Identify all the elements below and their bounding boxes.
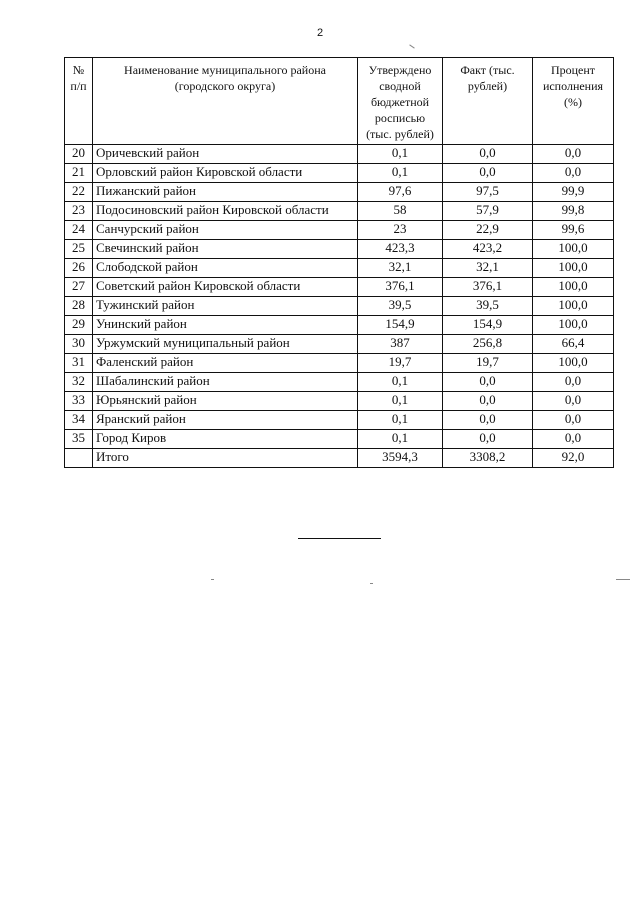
- table-body: [65, 145, 614, 468]
- row-approved: 32,1: [358, 259, 443, 278]
- row-approved: 0,1: [358, 373, 443, 392]
- row-num: 26: [65, 259, 93, 278]
- row-fact: 19,7: [443, 354, 533, 373]
- row-num: 30: [65, 335, 93, 354]
- row-fact: 32,1: [443, 259, 533, 278]
- row-fact: 0,0: [443, 392, 533, 411]
- row-approved: 19,7: [358, 354, 443, 373]
- row-percent: 99,8: [533, 202, 614, 221]
- header-num: № п/п: [65, 58, 93, 145]
- row-num: 23: [65, 202, 93, 221]
- row-fact: 376,1: [443, 278, 533, 297]
- row-fact: 423,2: [443, 240, 533, 259]
- row-num: 20: [65, 145, 93, 164]
- header-fact: Факт (тыс. рублей): [443, 58, 533, 145]
- row-approved: 97,6: [358, 183, 443, 202]
- row-fact: 0,0: [443, 430, 533, 449]
- row-approved: 0,1: [358, 145, 443, 164]
- row-approved: 0,1: [358, 392, 443, 411]
- row-fact: 22,9: [443, 221, 533, 240]
- header-name: Наименование муниципального района (городского округа): [93, 58, 358, 145]
- row-percent: 100,0: [533, 354, 614, 373]
- row-percent: 100,0: [533, 278, 614, 297]
- total-fact: 3308,2: [443, 449, 533, 468]
- total-label: Итого: [93, 449, 358, 468]
- row-name: Санчурский район: [93, 221, 358, 240]
- row-fact: 39,5: [443, 297, 533, 316]
- table-row: [65, 392, 614, 411]
- row-percent: 0,0: [533, 373, 614, 392]
- row-percent: 0,0: [533, 164, 614, 183]
- row-num: 29: [65, 316, 93, 335]
- row-name: Шабалинский район: [93, 373, 358, 392]
- table-row: [65, 221, 614, 240]
- table-row: [65, 373, 614, 392]
- row-percent: 100,0: [533, 259, 614, 278]
- row-num: 27: [65, 278, 93, 297]
- header-percent: Процент исполнения (%): [533, 58, 614, 145]
- table-header-row: [65, 58, 614, 145]
- row-name: Свечинский район: [93, 240, 358, 259]
- row-num: 32: [65, 373, 93, 392]
- row-approved: 154,9: [358, 316, 443, 335]
- row-num: 33: [65, 392, 93, 411]
- total-row: [65, 449, 614, 468]
- row-name: Орловский район Кировской области: [93, 164, 358, 183]
- row-name: Слободской район: [93, 259, 358, 278]
- row-num: 28: [65, 297, 93, 316]
- table-row: [65, 164, 614, 183]
- table-row: [65, 202, 614, 221]
- row-name: Советский район Кировской области: [93, 278, 358, 297]
- row-fact: 0,0: [443, 373, 533, 392]
- row-approved: 423,3: [358, 240, 443, 259]
- row-fact: 57,9: [443, 202, 533, 221]
- row-fact: 0,0: [443, 145, 533, 164]
- row-name: Яранский район: [93, 411, 358, 430]
- row-num: 25: [65, 240, 93, 259]
- row-name: Оричевский район: [93, 145, 358, 164]
- scan-speck: [211, 579, 214, 580]
- row-fact: 97,5: [443, 183, 533, 202]
- row-percent: 0,0: [533, 145, 614, 164]
- table-row: [65, 354, 614, 373]
- scan-speck: [616, 579, 630, 580]
- total-approved: 3594,3: [358, 449, 443, 468]
- table-row: [65, 240, 614, 259]
- row-name: Унинский район: [93, 316, 358, 335]
- row-name: Пижанский район: [93, 183, 358, 202]
- row-fact: 154,9: [443, 316, 533, 335]
- row-percent: 100,0: [533, 240, 614, 259]
- row-num: 21: [65, 164, 93, 183]
- total-num: [65, 449, 93, 468]
- scan-speck: [370, 583, 373, 584]
- row-name: Уржумский муниципальный район: [93, 335, 358, 354]
- row-percent: 99,6: [533, 221, 614, 240]
- row-percent: 100,0: [533, 316, 614, 335]
- row-name: Тужинский район: [93, 297, 358, 316]
- row-percent: 100,0: [533, 297, 614, 316]
- row-num: 35: [65, 430, 93, 449]
- table-row: [65, 297, 614, 316]
- row-approved: 387: [358, 335, 443, 354]
- table-row: [65, 411, 614, 430]
- row-num: 31: [65, 354, 93, 373]
- table-row: [65, 259, 614, 278]
- row-percent: 66,4: [533, 335, 614, 354]
- row-fact: 0,0: [443, 164, 533, 183]
- total-percent: 92,0: [533, 449, 614, 468]
- table-row: [65, 430, 614, 449]
- row-approved: 0,1: [358, 411, 443, 430]
- row-name: Юрьянский район: [93, 392, 358, 411]
- row-fact: 0,0: [443, 411, 533, 430]
- row-num: 24: [65, 221, 93, 240]
- budget-execution-table: [64, 57, 614, 468]
- scan-speck: [409, 44, 414, 48]
- row-approved: 0,1: [358, 430, 443, 449]
- table-row: [65, 278, 614, 297]
- row-approved: 376,1: [358, 278, 443, 297]
- row-num: 34: [65, 411, 93, 430]
- end-of-table-rule: [298, 538, 381, 539]
- row-approved: 23: [358, 221, 443, 240]
- page-number: 2: [316, 27, 324, 39]
- table-row: [65, 145, 614, 164]
- row-approved: 58: [358, 202, 443, 221]
- row-approved: 0,1: [358, 164, 443, 183]
- row-approved: 39,5: [358, 297, 443, 316]
- row-name: Фаленский район: [93, 354, 358, 373]
- table-row: [65, 183, 614, 202]
- row-percent: 0,0: [533, 392, 614, 411]
- row-percent: 0,0: [533, 411, 614, 430]
- table-row: [65, 316, 614, 335]
- row-num: 22: [65, 183, 93, 202]
- table-row: [65, 335, 614, 354]
- row-name: Подосиновский район Кировской области: [93, 202, 358, 221]
- row-name: Город Киров: [93, 430, 358, 449]
- row-fact: 256,8: [443, 335, 533, 354]
- header-approved: Утверждено сводной бюджетной росписью (тыс. рублей): [358, 58, 443, 145]
- row-percent: 0,0: [533, 430, 614, 449]
- row-percent: 99,9: [533, 183, 614, 202]
